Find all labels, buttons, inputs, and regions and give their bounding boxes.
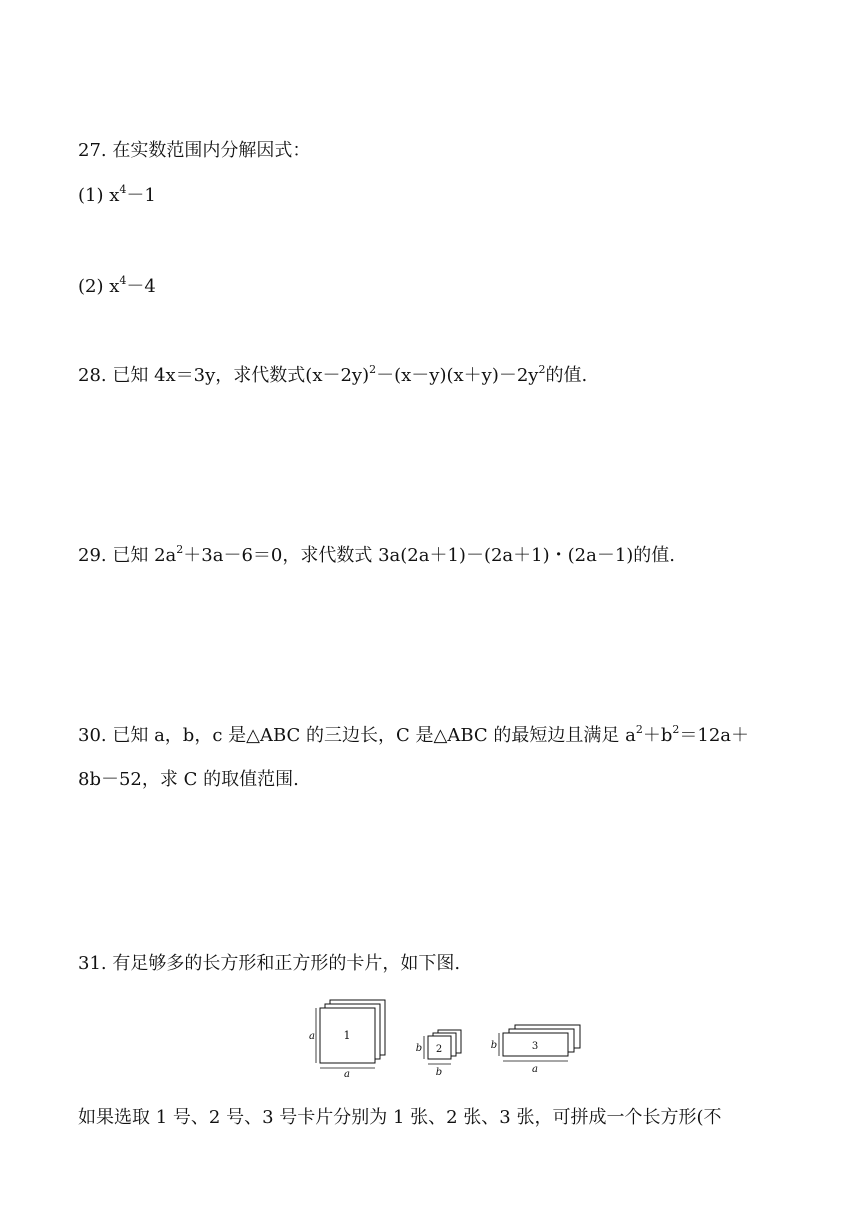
question-30-line-1 (78, 723, 750, 746)
question-27-part-1 (78, 183, 156, 206)
question-27-stem (78, 142, 310, 160)
card-1-width-label: a (344, 1069, 350, 1080)
q29-text-a: 29. 已知 2a (78, 545, 177, 566)
question-31-stem (78, 955, 460, 973)
question-31-line-2 (78, 1109, 722, 1127)
q28-text-b: －(x－y)(x＋y)－2y (376, 365, 539, 386)
question-29 (78, 543, 676, 566)
q28-text-c: 的值. (545, 365, 588, 386)
question-30-line-2 (78, 771, 299, 789)
card-3-number: 3 (531, 1041, 539, 1052)
q28-exponent-1: 2 (369, 363, 377, 376)
q27-part1-exponent: 4 (119, 183, 127, 196)
q27-part2-exponent: 4 (119, 274, 127, 287)
card-2-width-label: b (435, 1067, 443, 1078)
q31-stem-text: 31. 有足够多的长方形和正方形的卡片，如下图. (78, 953, 461, 974)
q30-exponent-1: 2 (635, 723, 643, 736)
q29-exponent-1: 2 (176, 543, 184, 556)
q30-line2-text: 8b－52，求 C 的取值范围. (78, 769, 299, 790)
card-3-side-label: b (490, 1040, 498, 1051)
card-1-number: 1 (343, 1029, 351, 1042)
q31-line2-text: 如果选取 1 号、2 号、3 号卡片分别为 1 张、2 张、3 张，可拼成一个长方形(不 (78, 1107, 722, 1128)
card-2-number: 2 (435, 1044, 443, 1055)
q28-text-a: 28. 已知 4x＝3y，求代数式(x－2y) (78, 365, 370, 386)
card-2-stack (428, 1030, 461, 1059)
card-1-stack (320, 1000, 385, 1063)
card-1-side-label: a (309, 1031, 315, 1042)
card-2-side-label: b (415, 1043, 423, 1054)
q30-text-c: ＝12a＋ (679, 725, 750, 746)
q30-text-a: 30. 已知 a，b，c 是△ABC 的三边长，C 是△ABC 的最短边且满足 a (78, 725, 636, 746)
question-28 (78, 363, 588, 386)
q27-part1-prefix: (1) x (78, 185, 120, 206)
card-3-stack (503, 1025, 580, 1056)
q28-exponent-2: 2 (538, 363, 546, 376)
q30-exponent-2: 2 (672, 723, 680, 736)
question-27-part-2 (78, 274, 156, 297)
cards-figure (295, 995, 595, 1080)
q27-part2-suffix: －4 (126, 276, 156, 297)
q27-stem-text: 27. 在实数范围内分解因式： (78, 140, 311, 161)
q30-text-b: ＋b (642, 725, 673, 746)
card-3-width-label: a (532, 1064, 538, 1075)
q27-part2-prefix: (2) x (78, 276, 120, 297)
q29-text-b: ＋3a－6＝0，求代数式 3a(2a＋1)－(2a＋1)・(2a－1)的值. (183, 545, 676, 566)
q27-part1-suffix: －1 (126, 185, 156, 206)
